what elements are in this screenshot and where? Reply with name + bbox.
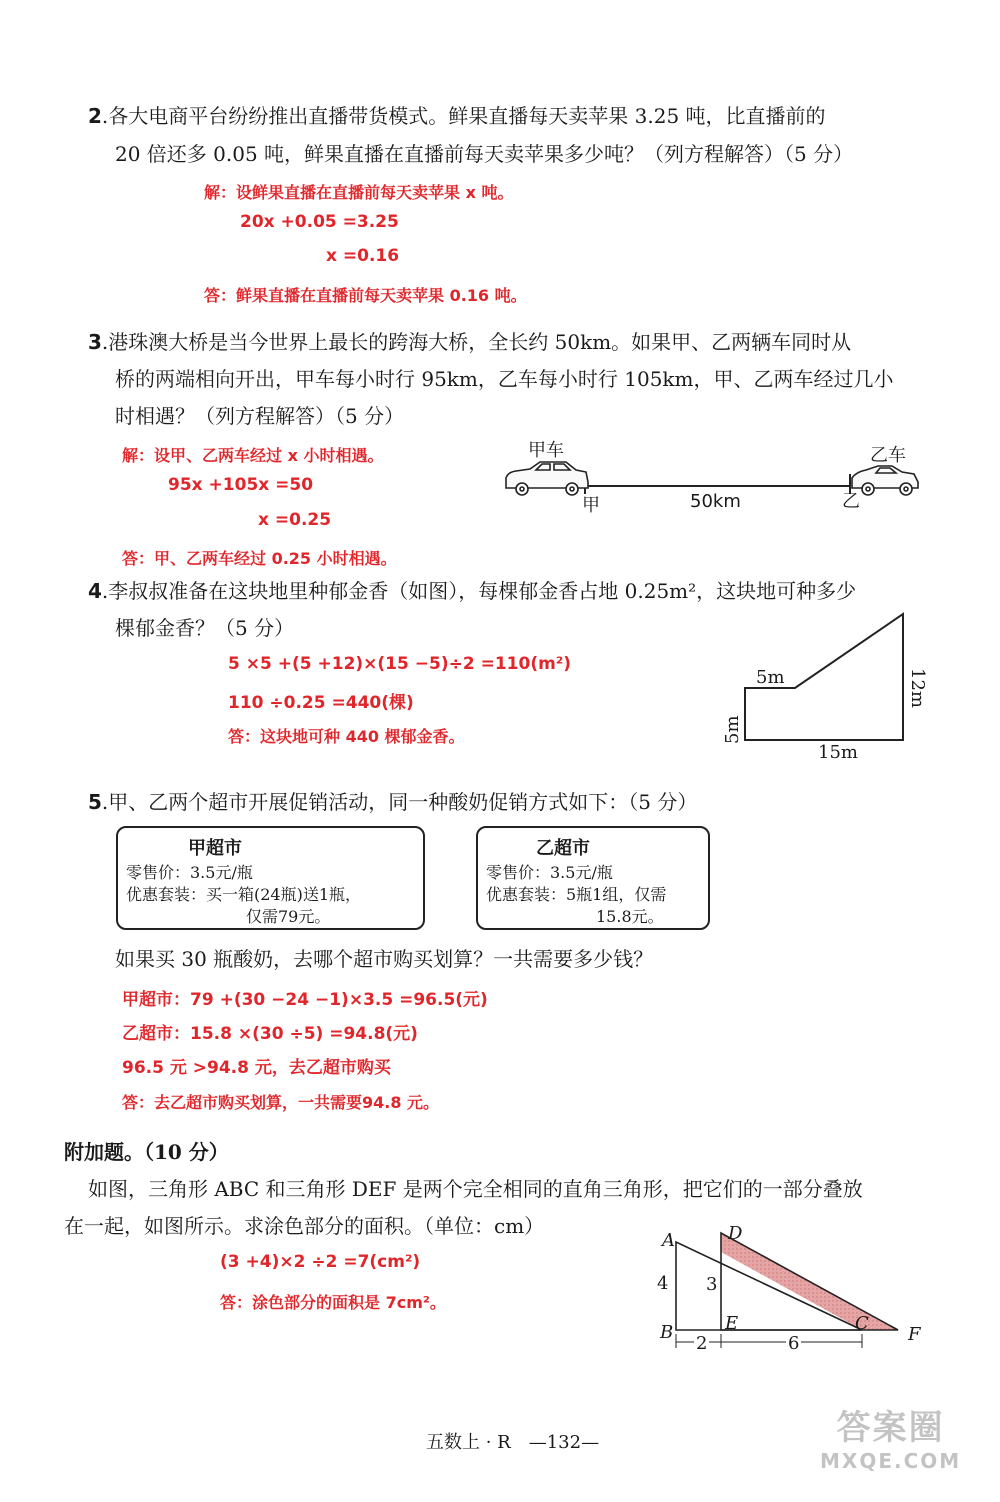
q4-answer-3: 答：这块地可种 440 棵郁金香。 bbox=[228, 727, 465, 746]
q2-answer-4: 答：鲜果直播在直播前每天卖苹果 0.16 吨。 bbox=[204, 286, 527, 305]
car-a-label: 甲车 bbox=[528, 440, 564, 461]
car-b-icon bbox=[852, 466, 918, 495]
point-C: C bbox=[855, 1313, 869, 1334]
q2-answer-1: 解：设鲜果直播在直播前每天卖苹果 x 吨。 bbox=[204, 183, 514, 202]
len-2: 2 bbox=[696, 1333, 708, 1354]
store-a-line-1: 零售价：3.5元/瓶 bbox=[126, 863, 253, 882]
q5-answer-4: 答：去乙超市购买划算，一共需要94.8 元。 bbox=[122, 1093, 440, 1112]
bonus-title: 附加题。（10 分） bbox=[64, 1140, 229, 1164]
q4-top-label: 5m bbox=[756, 667, 785, 688]
q5-answer-3: 96.5 元 >94.8 元，去乙超市购买 bbox=[122, 1058, 391, 1078]
q3-line1 bbox=[88, 327, 851, 357]
car-b-label: 乙车 bbox=[870, 445, 906, 466]
q3-text-1: .港珠澳大桥是当今世界上最长的跨海大桥，全长约 50km。如果甲、乙两辆车同时从 bbox=[101, 330, 852, 354]
store-a-card bbox=[116, 826, 425, 930]
q4-bottom-label: 15m bbox=[818, 742, 858, 763]
q5-answer-2: 乙超市：15.8 ×(30 ÷5) =94.8(元) bbox=[122, 1024, 418, 1044]
point-a-label: 甲 bbox=[582, 495, 600, 516]
q4-line1 bbox=[88, 576, 856, 606]
triangle-abc bbox=[676, 1242, 862, 1330]
bonus-line2: 在一起，如图所示。求涂色部分的面积。（单位：cm） bbox=[64, 1214, 545, 1238]
point-B: B bbox=[660, 1322, 674, 1343]
q4-line2: 棵郁金香？（5 分） bbox=[115, 616, 295, 640]
store-b-line-2: 优惠套装：5瓶1组，仅需 bbox=[486, 885, 667, 904]
q2-text-1: .各大电商平台纷纷推出直播带货模式。鲜果直播每天卖苹果 3.25 吨，比直播前的 bbox=[101, 104, 826, 128]
q4-right-label: 12m bbox=[907, 668, 928, 708]
q4-answer-2: 110 ÷0.25 =440(棵) bbox=[228, 693, 414, 713]
q3-line2: 桥的两端相向开出，甲车每小时行 95km，乙车每小时行 105km，甲、乙两车经过几小 bbox=[115, 367, 894, 391]
len-3: 3 bbox=[706, 1274, 718, 1295]
store-b-line-1: 零售价：3.5元/瓶 bbox=[486, 863, 613, 882]
triangle-def bbox=[721, 1233, 898, 1330]
distance-label: 50km bbox=[690, 491, 741, 512]
q5-line1 bbox=[88, 787, 697, 817]
bonus-answer-1: (3 +4)×2 ÷2 =7(cm²) bbox=[220, 1252, 421, 1272]
bonus-line1: 如图，三角形 ABC 和三角形 DEF 是两个完全相同的直角三角形，把它们的一部分叠放 bbox=[88, 1177, 863, 1201]
len-6: 6 bbox=[788, 1333, 800, 1354]
bonus-answer-2: 答：涂色部分的面积是 7cm²。 bbox=[220, 1293, 446, 1312]
watermark-text-2: MXQE.COM bbox=[820, 1449, 962, 1473]
store-b-card bbox=[476, 826, 710, 930]
q4-number: 4 bbox=[88, 579, 102, 603]
car-a-icon bbox=[506, 462, 588, 495]
q4-answer-1: 5 ×5 +(5 +12)×(15 −5)÷2 =110(m²) bbox=[228, 654, 572, 674]
q3-line3: 时相遇？（列方程解答）（5 分） bbox=[115, 404, 405, 428]
q5-text-1: .甲、乙两个超市开展促销活动，同一种酸奶促销方式如下：（5 分） bbox=[101, 790, 698, 814]
q5-question: 如果买 30 瓶酸奶，去哪个超市购买划算？一共需要多少钱？ bbox=[115, 947, 654, 971]
q5-number: 5 bbox=[88, 790, 102, 814]
q3-number: 3 bbox=[88, 330, 102, 354]
len-4: 4 bbox=[657, 1273, 669, 1294]
q2-number: 2 bbox=[88, 104, 102, 128]
point-b-label: 乙 bbox=[842, 491, 860, 512]
page-footer: 五数上 · R —132— bbox=[426, 1432, 600, 1453]
q2-answer-2: 20x +0.05 =3.25 bbox=[240, 212, 399, 232]
q2-answer-3: x =0.16 bbox=[326, 246, 400, 266]
q3-answer-4: 答：甲、乙两车经过 0.25 小时相遇。 bbox=[122, 549, 397, 568]
watermark bbox=[820, 1400, 961, 1473]
store-b-title: 乙超市 bbox=[536, 838, 590, 859]
store-a-line-2: 优惠套装：买一箱(24瓶)送1瓶， bbox=[126, 885, 362, 904]
point-E: E bbox=[725, 1313, 739, 1334]
q4-text-1: .李叔叔准备在这块地里种郁金香（如图），每棵郁金香占地 0.25m²，这块地可种多少 bbox=[101, 579, 857, 603]
q3-answer-3: x =0.25 bbox=[258, 510, 332, 530]
q3-answer-2: 95x +105x =50 bbox=[168, 475, 314, 495]
q2-line1 bbox=[88, 101, 826, 131]
q3-answer-1: 解：设甲、乙两车经过 x 小时相遇。 bbox=[122, 446, 384, 465]
store-a-line-3: 仅需79元。 bbox=[246, 907, 331, 926]
store-b-line-3: 15.8元。 bbox=[596, 907, 664, 926]
watermark-text-1: 答案圈 bbox=[836, 1408, 945, 1448]
q4-left-label: 5m bbox=[722, 715, 743, 744]
point-F: F bbox=[908, 1324, 921, 1345]
point-A: A bbox=[662, 1230, 675, 1251]
store-a-title: 甲超市 bbox=[188, 838, 242, 859]
point-D: D bbox=[728, 1223, 743, 1244]
q5-answer-1: 甲超市：79 +(30 −24 −1)×3.5 =96.5(元) bbox=[122, 990, 488, 1010]
q2-line2: 20 倍还多 0.05 吨，鲜果直播在直播前每天卖苹果多少吨？（列方程解答）（5 分） bbox=[115, 142, 854, 166]
